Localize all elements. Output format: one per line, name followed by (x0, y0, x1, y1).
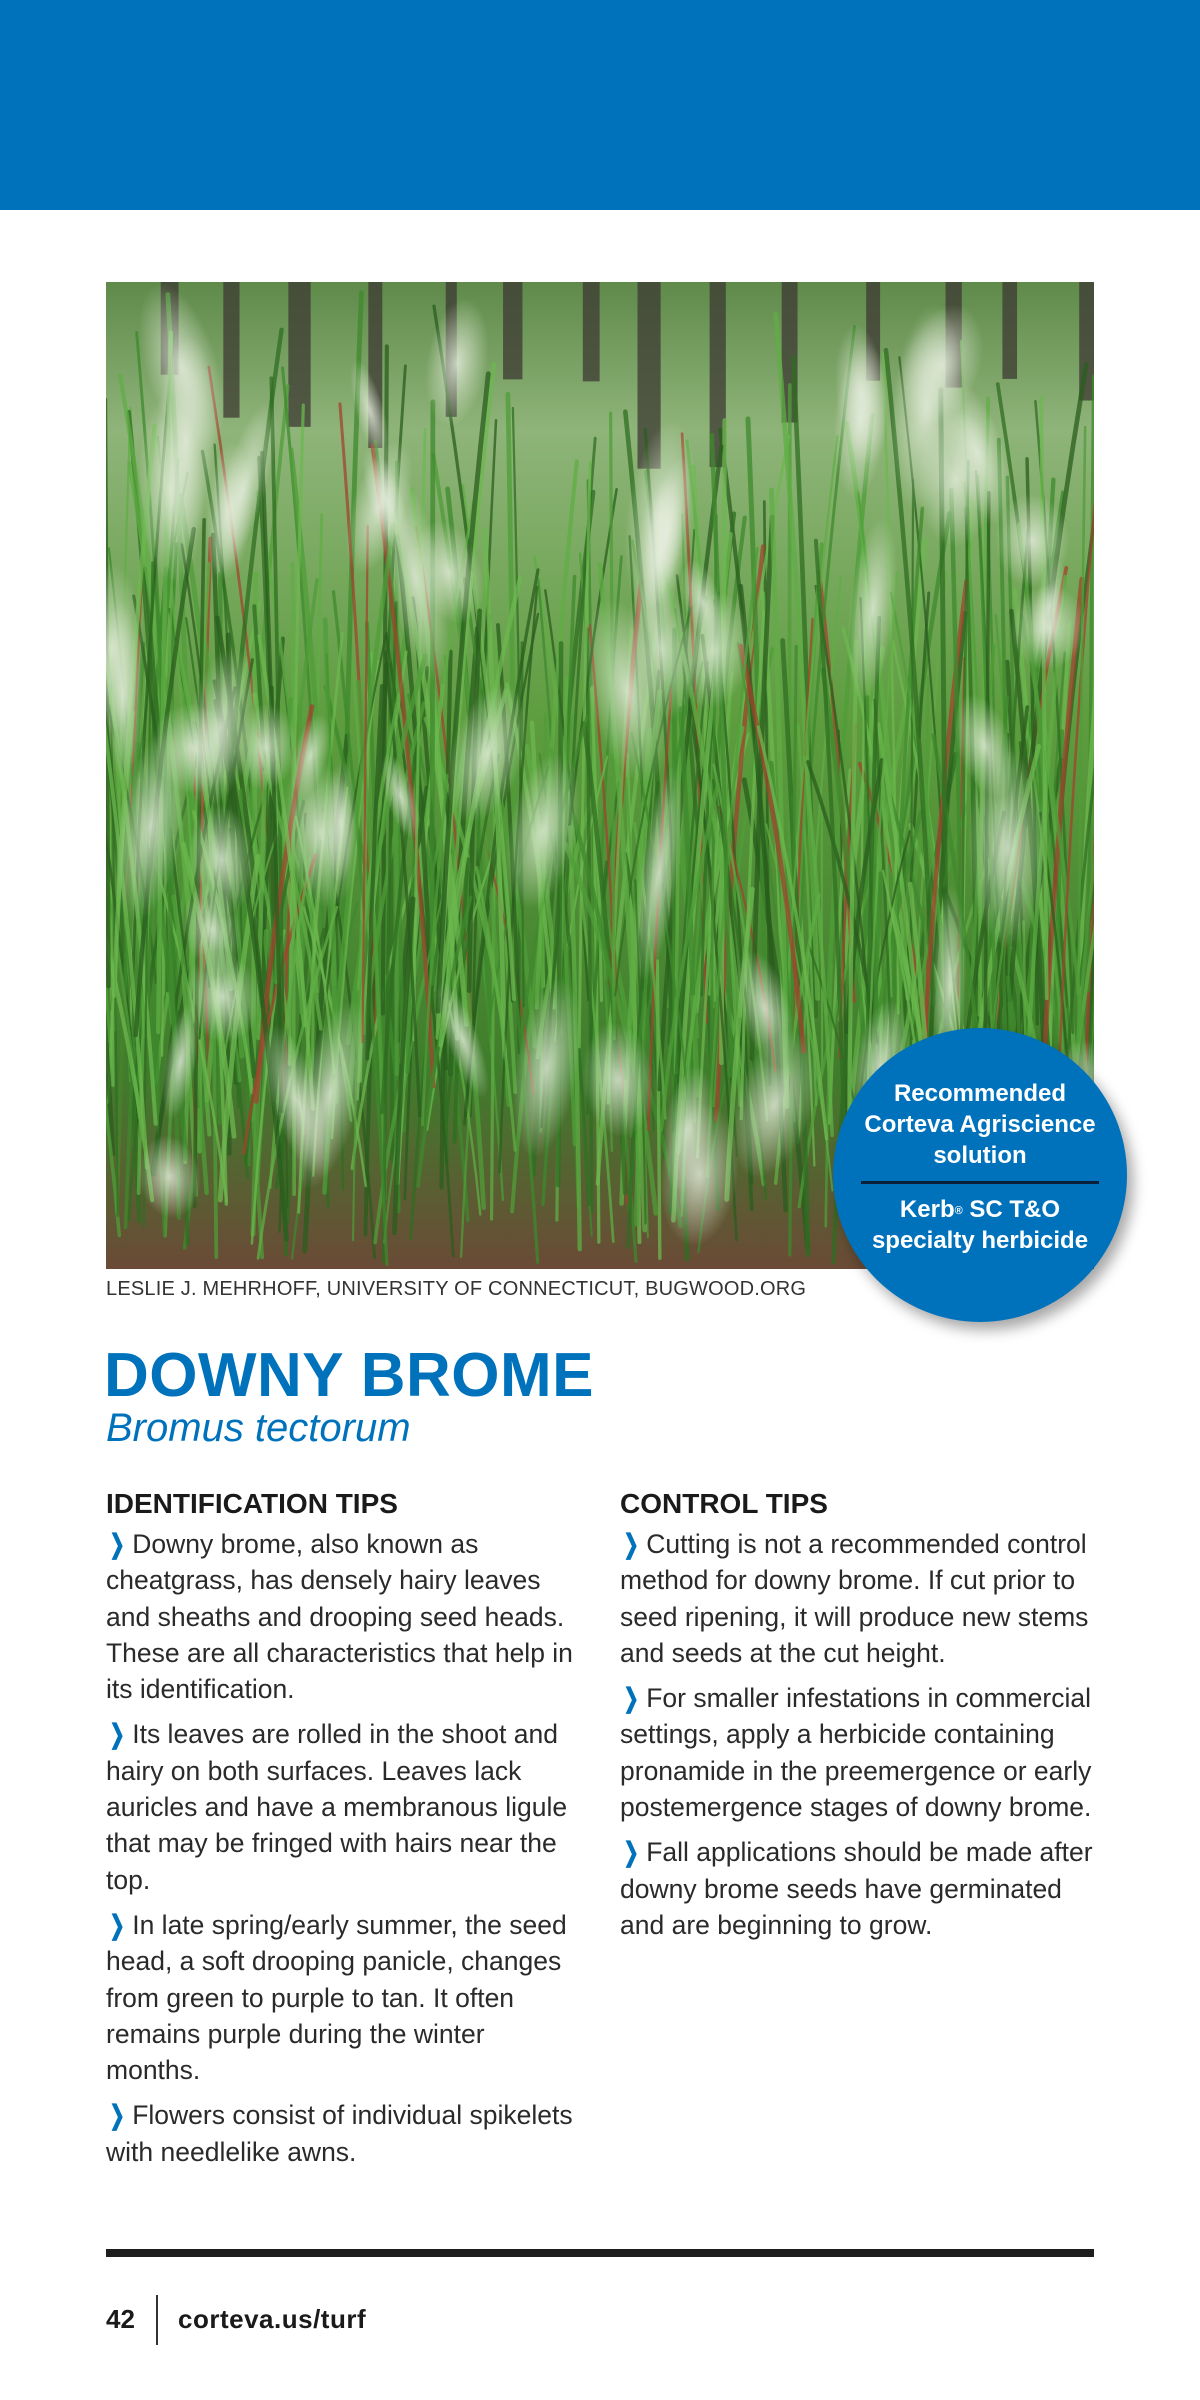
footer-separator (156, 2295, 158, 2345)
product-name: Kerb (899, 1196, 955, 1223)
footer-url[interactable]: corteva.us/turf (178, 2304, 367, 2334)
weed-common-name: DOWNY BROME (104, 1341, 595, 1410)
control-tip: ❯ Fall applications should be made after downy brome seeds have germinated and are beginning to grow. (620, 1834, 1100, 1943)
header-band (0, 0, 1200, 210)
chevron-right-icon: ❯ (109, 1909, 125, 1940)
badge-divider (861, 1181, 1099, 1184)
badge-product (863, 1194, 1097, 1256)
footer-rule (106, 2249, 1094, 2257)
chevron-right-icon: ❯ (623, 1529, 639, 1559)
chevron-right-icon: ❯ (623, 1837, 639, 1868)
registered-mark: ® (954, 1205, 963, 1217)
weed-latin-name: Bromus tectorum (106, 1406, 411, 1450)
photo-credit: LESLIE J. MEHRHOFF, UNIVERSITY OF CONNECTICUT, BUGWOOD.ORG (106, 1278, 807, 1300)
chevron-right-icon: ❯ (109, 1529, 125, 1559)
identification-tips-heading: IDENTIFICATION TIPS (106, 1488, 398, 1519)
identification-tip: ❯ Its leaves are rolled in the shoot and hairy on both surfaces. Leaves lack auricles and have a membranous ligule that may be fringed with hairs near the top. (106, 1716, 586, 1897)
page-number: 42 (106, 2304, 135, 2334)
control-tips-heading: CONTROL TIPS (620, 1488, 828, 1519)
chevron-right-icon: ❯ (109, 1719, 125, 1750)
identification-tip: ❯ Flowers consist of individual spikelets with needlelike awns. (106, 2097, 586, 2170)
recommended-solution-badge (833, 1028, 1127, 1322)
product-description: SC T&O specialty herbicide (871, 1196, 1089, 1254)
control-tip: ❯ For smaller infestations in commercial settings, apply a herbicide containing pronamide in the preemergence or early postemergence stages of downy brome. (620, 1680, 1100, 1825)
badge-heading: Recommended Corteva Agriscience solution (864, 1080, 1096, 1169)
identification-tip: ❯ Downy brome, also known as cheatgrass, has densely hairy leaves and sheaths and drooping seed heads. These are all characteristics that help in its identification. (106, 1526, 586, 1707)
control-tips-column (620, 1488, 1100, 1952)
chevron-right-icon: ❯ (623, 1683, 639, 1714)
chevron-right-icon: ❯ (109, 2100, 125, 2131)
identification-tips-column (106, 1488, 586, 2179)
identification-tip: ❯ In late spring/early summer, the seed head, a soft drooping panicle, changes from green to purple to tan. It often remains purple during the winter months. (106, 1907, 586, 2088)
control-tip: ❯ Cutting is not a recommended control method for downy brome. If cut prior to seed ripening, it will produce new stems and seeds at the cut height. (620, 1526, 1100, 1671)
